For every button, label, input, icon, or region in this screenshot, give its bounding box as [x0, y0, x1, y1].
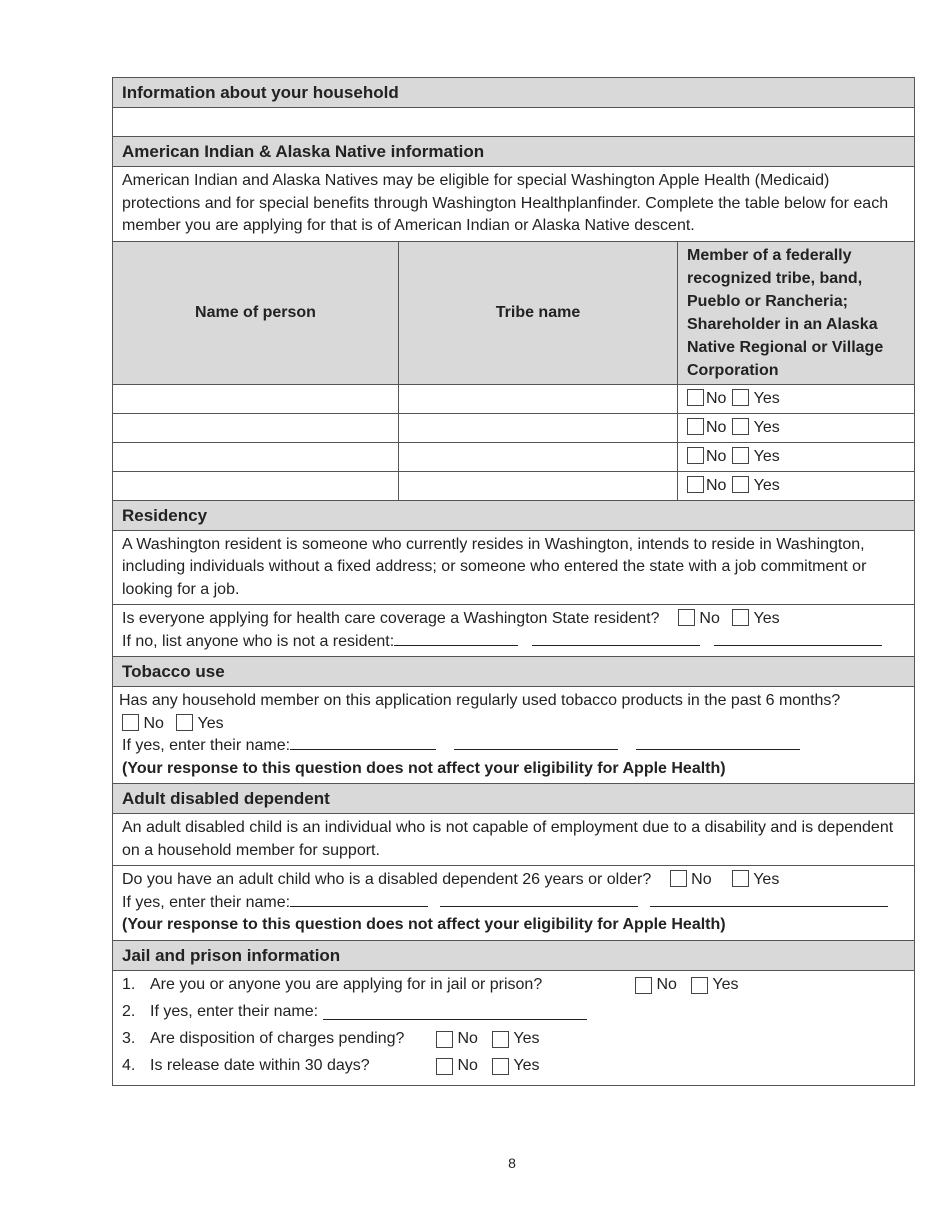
aian-title: American Indian & Alaska Native information: [122, 142, 485, 161]
residency-if-no-label: If no, list anyone who is not a resident:: [122, 632, 395, 650]
jail-q4-yes-checkbox[interactable]: [492, 1058, 509, 1075]
tobacco-question: Has any household member on this application regularly used tobacco products in the past 6 months?: [119, 692, 841, 709]
tobacco-header: [113, 657, 914, 687]
name-cell[interactable]: [113, 384, 399, 413]
q4-text: Is release date within 30 days?: [150, 1057, 370, 1074]
aian-table-wrap: [113, 242, 914, 501]
name-cell[interactable]: [113, 413, 399, 442]
adult-name-field-2[interactable]: [440, 892, 638, 907]
jail-header: [113, 941, 914, 971]
q1-text: Are you or anyone you are applying for in jail or prison?: [150, 976, 543, 993]
jail-q1-no-checkbox[interactable]: [635, 977, 652, 994]
yes-label: Yes: [753, 418, 780, 436]
yes-label: Yes: [753, 447, 780, 465]
no-label: No: [706, 418, 727, 436]
col-name-header: Name of person: [113, 242, 399, 385]
residency-no-checkbox[interactable]: [678, 609, 695, 626]
col-tribe-header: Tribe name: [399, 242, 678, 385]
residency-question: Is everyone applying for health care coverage a Washington State resident?: [122, 610, 660, 627]
yes-label: Yes: [197, 714, 224, 732]
adult-question: Do you have an adult child who is a disabled dependent 26 years or older?: [122, 871, 652, 888]
name-cell[interactable]: [113, 471, 399, 500]
jail-block: [113, 971, 914, 1085]
tobacco-name-field-1[interactable]: [290, 735, 436, 750]
member-no-checkbox[interactable]: [687, 389, 704, 406]
tobacco-note: (Your response to this question does not affect your eligibility for Apple Health): [122, 759, 726, 777]
no-label: No: [691, 871, 712, 888]
q4-number: 4.: [122, 1057, 136, 1074]
tobacco-no-checkbox[interactable]: [122, 714, 139, 731]
no-label: No: [706, 476, 727, 494]
yes-label: Yes: [712, 976, 739, 993]
yes-label: Yes: [753, 389, 780, 407]
resident-name-field-2[interactable]: [532, 631, 700, 646]
member-yes-checkbox[interactable]: [732, 476, 749, 493]
aian-description: American Indian and Alaska Natives may be eligible for special Washington Apple Health (Medicaid) protections and for special benefits through Washington Healthplanfinder. Complete the table below for each member you are applying for that is of American Indian or Alaska Native descent.: [113, 167, 914, 242]
jail-question-3: [122, 1026, 905, 1053]
member-yes-checkbox[interactable]: [732, 389, 749, 406]
adult-header: [113, 784, 914, 814]
jail-q3-no-checkbox[interactable]: [436, 1031, 453, 1048]
q3-text: Are disposition of charges pending?: [150, 1030, 405, 1047]
no-label: No: [706, 389, 727, 407]
resident-name-field-3[interactable]: [714, 631, 882, 646]
resident-name-field-1[interactable]: [394, 631, 518, 646]
household-title: Information about your household: [122, 83, 399, 102]
household-header: [113, 78, 914, 108]
no-label: No: [143, 714, 164, 732]
residency-description: A Washington resident is someone who currently resides in Washington, intends to reside in Washington, including individuals without a fixed address; or someone who entered the state with a job commitment or looking for a job.: [113, 531, 914, 606]
yes-label: Yes: [513, 1030, 540, 1047]
tribe-cell[interactable]: [399, 442, 678, 471]
table-row: [113, 442, 914, 471]
jail-q1-yes-checkbox[interactable]: [691, 977, 708, 994]
tribe-cell[interactable]: [399, 384, 678, 413]
tobacco-name-field-3[interactable]: [636, 735, 800, 750]
q3-number: 3.: [122, 1030, 136, 1047]
aian-table: [113, 242, 914, 500]
adult-yes-checkbox[interactable]: [732, 870, 749, 887]
residency-header: [113, 501, 914, 531]
jail-q3-yes-checkbox[interactable]: [492, 1031, 509, 1048]
member-yes-checkbox[interactable]: [732, 418, 749, 435]
table-row: [113, 384, 914, 413]
q2-text: If yes, enter their name:: [150, 1003, 319, 1020]
adult-note: (Your response to this question does not affect your eligibility for Apple Health): [122, 916, 726, 933]
jail-name-field[interactable]: [323, 1005, 587, 1020]
jail-title: Jail and prison information: [122, 945, 341, 965]
jail-question-1: [122, 972, 905, 999]
member-no-checkbox[interactable]: [687, 476, 704, 493]
yes-label: Yes: [513, 1057, 540, 1074]
no-label: No: [699, 610, 720, 627]
page-number: 8: [508, 1155, 516, 1171]
tobacco-title: Tobacco use: [122, 662, 225, 681]
jail-q4-no-checkbox[interactable]: [436, 1058, 453, 1075]
blank-row: [113, 108, 914, 137]
adult-no-checkbox[interactable]: [670, 870, 687, 887]
adult-title: Adult disabled dependent: [122, 789, 330, 808]
tribe-cell[interactable]: [399, 413, 678, 442]
q1-number: 1.: [122, 976, 136, 993]
tribe-cell[interactable]: [399, 471, 678, 500]
adult-description: An adult disabled child is an individual who is not capable of employment due to a disability and is dependent on a household member for support.: [113, 814, 914, 866]
household-form: [112, 77, 915, 1086]
jail-question-4: [122, 1053, 905, 1080]
no-label: No: [457, 1057, 478, 1074]
name-cell[interactable]: [113, 442, 399, 471]
residency-title: Residency: [122, 505, 208, 525]
no-label: No: [457, 1030, 478, 1047]
yes-label: Yes: [753, 871, 780, 888]
yes-label: Yes: [753, 610, 780, 627]
residency-question-block: [113, 605, 914, 657]
aian-header: [113, 137, 914, 167]
q2-number: 2.: [122, 1003, 136, 1020]
no-label: No: [656, 976, 677, 993]
table-row: [113, 413, 914, 442]
tobacco-block: [113, 687, 914, 784]
adult-if-yes-label: If yes, enter their name:: [122, 893, 291, 911]
member-no-checkbox[interactable]: [687, 418, 704, 435]
col-member-header: Member of a federally recognized tribe, band, Pueblo or Rancheria; Shareholder in an Alaska Native Regional or Village Corporation: [678, 242, 915, 385]
residency-yes-checkbox[interactable]: [732, 609, 749, 626]
no-label: No: [706, 447, 727, 465]
member-yes-checkbox[interactable]: [732, 447, 749, 464]
adult-name-field-1[interactable]: [290, 892, 428, 907]
tobacco-name-field-2[interactable]: [454, 735, 618, 750]
adult-name-field-3[interactable]: [650, 892, 888, 907]
tobacco-yes-checkbox[interactable]: [176, 714, 193, 731]
member-no-checkbox[interactable]: [687, 447, 704, 464]
jail-question-2: [122, 999, 905, 1026]
table-row: [113, 471, 914, 500]
yes-label: Yes: [753, 476, 780, 494]
adult-question-block: [113, 866, 914, 941]
tobacco-if-yes-label: If yes, enter their name:: [122, 737, 291, 754]
